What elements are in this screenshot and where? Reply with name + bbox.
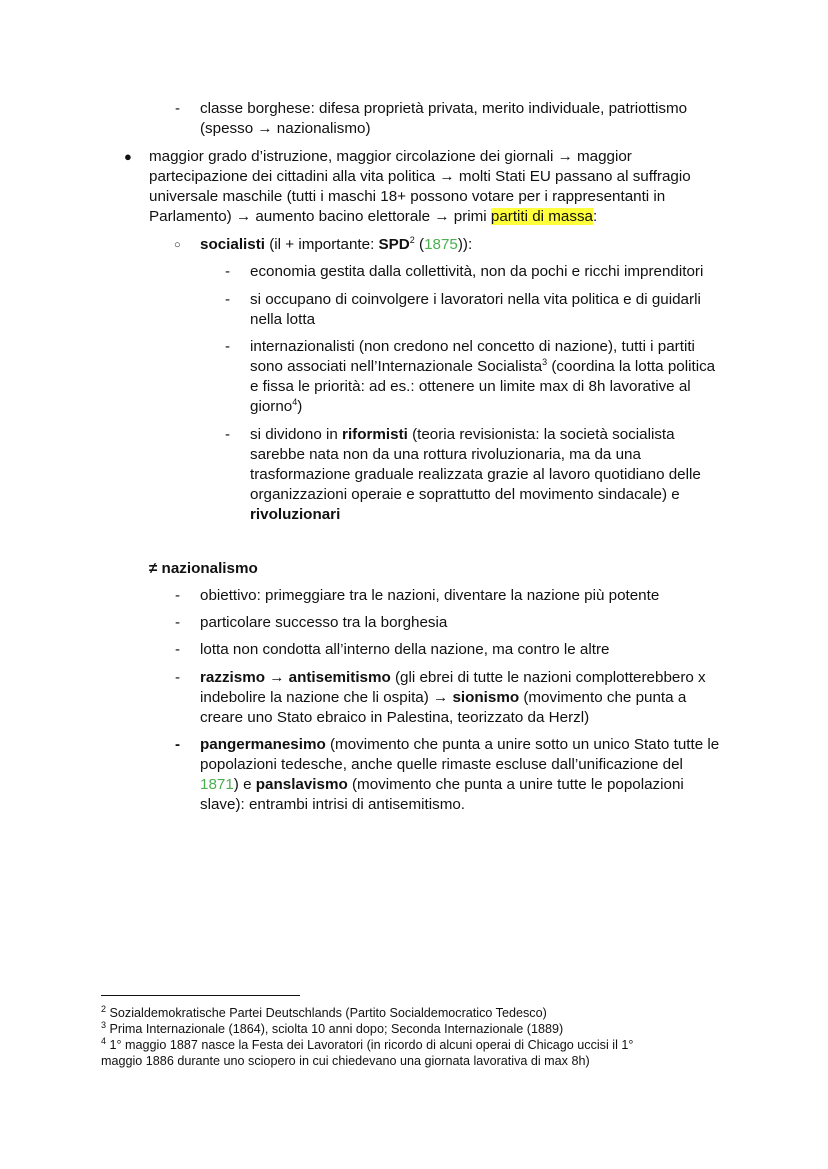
text-line: maggior grado d’istruzione, maggior circolazione dei giornali → maggior [149, 148, 632, 165]
text-line: partecipazione dei cittadini alla vita politica → molti Stati EU passano al suffragio [149, 168, 691, 185]
text-line: sarebbe nata non da una rottura rivoluzionaria, ma da una [250, 446, 641, 463]
text-line: internazionalisti (non credono nel concetto di nazione), tutti i partiti [250, 338, 695, 355]
text-line: razzismo → antisemitismo (gli ebrei di tutte le nazioni complotterebbero x [200, 669, 706, 686]
section-heading: ≠ nazionalismo [149, 560, 258, 577]
text-line: economia gestita dalla collettività, non da pochi e ricchi imprenditori [250, 263, 704, 280]
text-line: pangermanesimo (movimento che punta a unire sotto un unico Stato tutte le [200, 736, 720, 753]
text-line: (spesso → nazionalismo) [200, 120, 371, 137]
text-line: e fissa le priorità: ad es.: ottenere un limite max di 8h lavorative al [250, 378, 691, 395]
footnote-divider [101, 995, 300, 996]
text-line: giorno$^4$) [250, 396, 303, 415]
list-dash: - [225, 338, 231, 355]
list-dash: - [225, 263, 231, 280]
footnote-4-continued: maggio 1886 durante uno sciopero in cui chiedevano una giornata lavorativa di max 8h) [101, 1054, 590, 1068]
footnote-3: $^3$ Prima Internazionale (1864), sciolta 10 anni dopo; Seconda Internazionale (1889) [101, 1019, 564, 1036]
text-line: popolazioni tedesche, anche quelle rimaste escluse dall’unificazione del [200, 756, 683, 773]
text-line: classe borghese: difesa proprietà privata, merito individuale, patriottismo [200, 100, 688, 117]
text-line: si dividono in riformisti (teoria revisionista: la società socialista [250, 426, 675, 443]
text-line: obiettivo: primeggiare tra le nazioni, diventare la nazione più potente [200, 587, 660, 604]
list-dash: - [175, 669, 181, 686]
text-line: 1871) e panslavismo (movimento che punta a unire tutte le popolazioni [200, 776, 684, 793]
text-line: nella lotta [250, 311, 316, 328]
text-line: organizzazioni operaie e soprattutto del movimento sindacale) e [250, 486, 680, 503]
list-dash: - [175, 614, 181, 631]
socialists-heading: socialisti (il + importante: SPD$^2$ (1875)): [200, 234, 473, 253]
list-dash: - [175, 587, 181, 604]
text-line: slave): entrambi intrisi di antisemitismo. [200, 796, 466, 813]
list-dash: - [175, 641, 181, 658]
text-line: rivoluzionari [250, 506, 341, 523]
text-line: sono associati nell’Internazionale Socialista$^3$ (coordina la lotta politica [250, 356, 716, 375]
footnote-4: $^4$ 1° maggio 1887 nasce la Festa dei Lavoratori (in ricordo di alcuni operai di Chicago uccisi il 1° [101, 1035, 634, 1052]
text-line: creare uno Stato ebraico in Palestina, teorizzato da Herzl) [200, 709, 590, 726]
text-line: indebolire la nazione che li ospita) → sionismo (movimento che punta a [200, 689, 687, 706]
text-line: particolare successo tra la borghesia [200, 614, 448, 631]
list-dash: - [225, 426, 231, 443]
list-dash: - [175, 100, 181, 117]
text-line: universale maschile (tutti i maschi 18+ possono votare per i rappresentanti in [149, 188, 666, 205]
list-dash: - [175, 736, 181, 753]
text-line: Parlamento) → aumento bacino elettorale → primi partiti di massa: [149, 208, 598, 225]
text-line: si occupano di coinvolgere i lavoratori nella vita politica e di guidarli [250, 291, 701, 308]
bullet-circle: ○ [174, 239, 181, 251]
highlight-partiti-di-massa: partiti di massa [490, 208, 594, 225]
footnote-2: $^2$ Sozialdemokratische Partei Deutschlands (Partito Socialdemocratico Tedesco) [101, 1003, 547, 1020]
list-dash: - [225, 291, 231, 308]
text-line: lotta non condotta all’interno della nazione, ma contro le altre [200, 641, 610, 658]
bullet-dot: ● [124, 149, 132, 164]
text-line: trasformazione graduale realizzata grazie al lavoro quotidiano delle [250, 466, 701, 483]
